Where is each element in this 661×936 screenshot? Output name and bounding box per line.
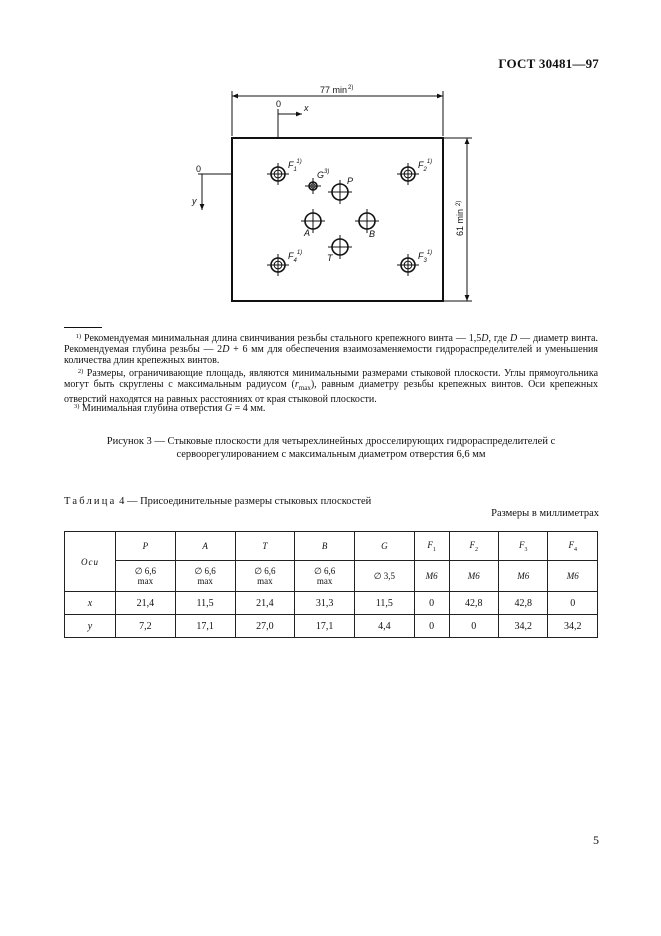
column-diameter-cell: ∅ 6,6 max xyxy=(116,561,176,592)
table-row xyxy=(65,615,598,638)
table-row xyxy=(65,592,598,615)
column-name-cell: $F_3$ xyxy=(498,532,547,561)
page-number: 5 xyxy=(593,833,599,847)
value-cell: 11,5 xyxy=(175,592,235,615)
hole-label-g: $G^{3)}$ xyxy=(317,169,330,180)
hole-f1 xyxy=(267,159,302,185)
hole-f2 xyxy=(397,159,432,185)
table-units: Размеры в миллиметрах xyxy=(491,508,599,519)
origin-x-label: 0 xyxy=(276,99,282,109)
hole-label-t: T xyxy=(327,253,333,263)
column-diameter-cell: ∅ 6,6 max xyxy=(295,561,355,592)
hole-g xyxy=(305,169,329,194)
column-diameter-cell: ∅ 3,5 xyxy=(355,561,415,592)
value-cell: 17,1 xyxy=(175,615,235,638)
value-cell: 34,2 xyxy=(548,615,598,638)
y-axis xyxy=(198,174,232,210)
value-cell: 4,4 xyxy=(355,615,415,638)
column-name-cell: T xyxy=(235,532,295,561)
hole-b xyxy=(355,209,379,239)
value-cell: 0 xyxy=(548,592,598,615)
hole-t xyxy=(327,235,352,263)
hole-label-f2: $F_2^{1)}$ xyxy=(418,159,433,173)
hole-label-f3: $F_3^{1)}$ xyxy=(418,250,433,264)
value-cell: 17,1 xyxy=(295,615,355,638)
column-name-cell: B xyxy=(295,532,355,561)
value-cell: 11,5 xyxy=(355,592,415,615)
column-diameter-cell: M6 xyxy=(498,561,547,592)
connection-dimensions-table xyxy=(64,531,598,638)
column-name-cell: G xyxy=(355,532,415,561)
value-cell: 34,2 xyxy=(498,615,547,638)
column-name-cell: $F_2$ xyxy=(449,532,498,561)
footnote-2: $^{2)}$ Размеры, ограничивающие площадь, являются минимальными размерами стыковой плоскости. Углы прямоугольника могут быть скруглены с максимальным радиусом $(r_{max})$, равным диаметру резьбы крепежных винтов. Оси крепежных отверстий находятся на равных расстояниях от края стыковой плоскости. xyxy=(64,368,599,405)
figure-caption: Рисунок 3 — Стыковые плоскости для четырехлинейных дросселирующих гидрораспределителей с сервоорегулированием с максимальным диаметром отверстия 6,6 мм xyxy=(106,436,556,460)
column-name-cell: $F_1$ xyxy=(414,532,449,561)
hole-a xyxy=(301,209,325,238)
value-cell: 42,8 xyxy=(498,592,547,615)
value-cell: 42,8 xyxy=(449,592,498,615)
table-diameter-row xyxy=(65,561,598,592)
table-header-row xyxy=(65,532,598,561)
height-dimension-note: 2) xyxy=(456,200,462,206)
mounting-plate-outline xyxy=(232,138,443,301)
hole-label-a: A xyxy=(304,228,311,238)
hole-label-p: P xyxy=(347,176,354,186)
column-diameter-cell: ∅ 6,6 max xyxy=(235,561,295,592)
column-name-cell: $F_4$ xyxy=(548,532,598,561)
footnote-1: $^{1)}$ Рекомендуемая минимальная длина свинчивания резьбы стального крепежного винта — 1,5D, где D — диаметр винта. Рекомендуемая глубина резьбы — 2D + 6 мм для обеспечения взаимозаменяемости гидрораспределителей и уменьшения количества длин крепежных винтов. xyxy=(64,333,598,366)
value-cell: 31,3 xyxy=(295,592,355,615)
hole-label-f1: $F_1^{1)}$ xyxy=(288,159,302,173)
column-diameter-cell: M6 xyxy=(414,561,449,592)
value-cell: 21,4 xyxy=(116,592,176,615)
value-cell: 0 xyxy=(449,615,498,638)
hole-p xyxy=(328,176,353,204)
axis-label-cell: x xyxy=(65,592,116,615)
height-dimension-label: 61 min xyxy=(455,208,465,236)
hole-f3 xyxy=(397,250,432,276)
axis-header-cell: Оси xyxy=(65,532,116,592)
column-name-cell: P xyxy=(116,532,176,561)
column-diameter-cell: M6 xyxy=(449,561,498,592)
value-cell: 0 xyxy=(414,615,449,638)
hole-f4 xyxy=(267,250,302,276)
hole-label-f4: $F_4^{1)}$ xyxy=(288,250,303,264)
width-dimension xyxy=(232,91,443,136)
column-diameter-cell: M6 xyxy=(548,561,598,592)
hole-label-b: B xyxy=(369,229,376,239)
table-title: Таблица 4 — Присоединительные размеры стыковых плоскостей xyxy=(64,496,372,507)
standard-header: ГОСТ 30481—97 xyxy=(498,56,599,71)
footnote-rule xyxy=(64,327,102,328)
value-cell: 27,0 xyxy=(235,615,295,638)
mounting-surface-figure xyxy=(180,84,480,314)
width-dimension-note: 2) xyxy=(348,85,354,91)
value-cell: 0 xyxy=(414,592,449,615)
axis-y-label: y xyxy=(192,196,197,206)
x-axis xyxy=(278,109,302,138)
footnote-3: $^{3)}$ Минимальная глубина отверстия G = 4 мм. xyxy=(74,403,266,414)
axis-x-label: x xyxy=(304,103,309,113)
origin-y-label: 0 xyxy=(196,164,202,174)
value-cell: 21,4 xyxy=(235,592,295,615)
axis-label-cell: y xyxy=(65,615,116,638)
width-dimension-label: 77 min xyxy=(320,85,348,95)
column-name-cell: A xyxy=(175,532,235,561)
value-cell: 7,2 xyxy=(116,615,176,638)
column-diameter-cell: ∅ 6,6 max xyxy=(175,561,235,592)
